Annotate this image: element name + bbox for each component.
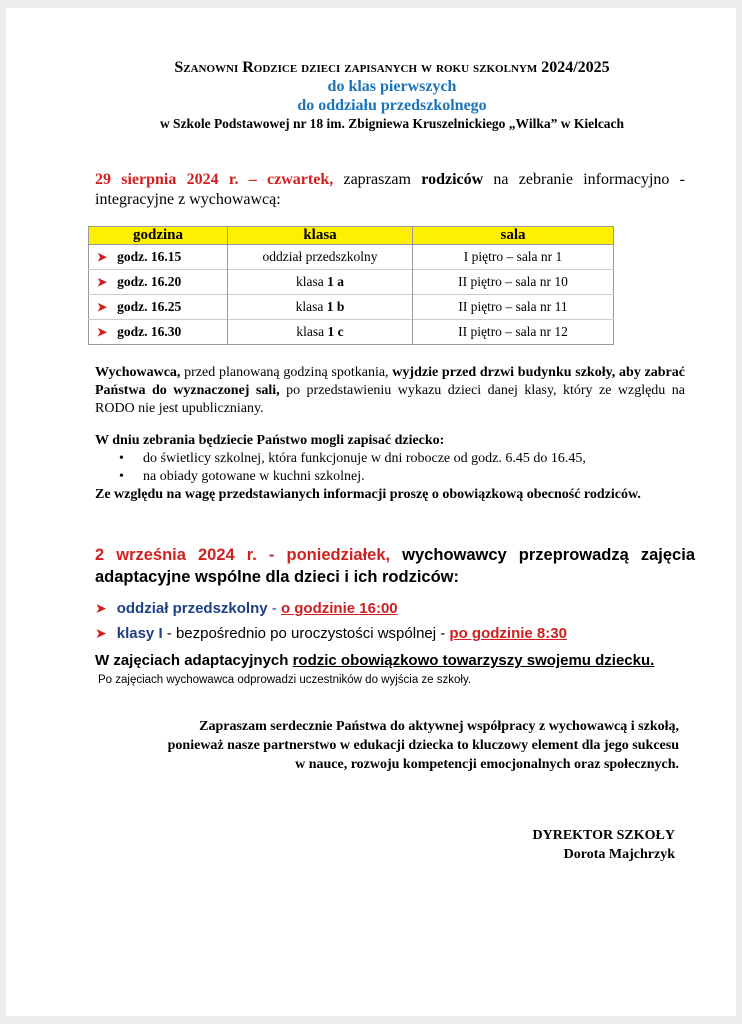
adaptation-note: [95, 651, 715, 671]
enrollment-list: [95, 450, 695, 486]
table-row: [89, 270, 614, 295]
adaptation-item-preschool: [95, 598, 695, 619]
adaptation-date: 2 września 2024 r. - poniedziałek,: [95, 546, 391, 564]
arrow-right-icon: ➤: [97, 275, 108, 289]
row-class-number: 1 a: [327, 274, 344, 289]
first-class-text: - bezpośrednio po uroczystości wspólnej -: [162, 625, 450, 642]
row-room: II piętro – sala nr 10: [458, 274, 568, 289]
row-class: klasa: [295, 299, 327, 314]
signature-block: [395, 826, 675, 864]
arrow-right-icon: ➤: [97, 300, 108, 314]
first-class-label: klasy I: [116, 625, 163, 642]
teacher-text-end: po przedstawieniu wykazu dzieci danej klasy, który ze względu na RODO nie jest upubliczniany.: [95, 383, 685, 416]
row-room: I piętro – sala nr 1: [463, 249, 563, 264]
signature-role: DYREKTOR SZKOŁY: [532, 828, 675, 843]
list-item: • na obiady gotowane w kuchni szkolnej.: [95, 468, 695, 486]
header-preschool: do oddziału przedszkolnego: [297, 97, 487, 114]
column-header-room: sala: [413, 227, 614, 245]
preschool-label: oddział przedszkolny: [116, 600, 268, 617]
meeting-paragraph: [95, 170, 685, 210]
table-row: [89, 245, 614, 270]
teacher-text: przed planowaną godziną spotkania,: [180, 365, 393, 380]
closing-line-3: w nauce, rozwoju kompetencji emocjonalnych oraz społecznych.: [295, 757, 679, 772]
row-class: klasa: [296, 274, 328, 289]
signature-name: Dorota Majchrzyk: [563, 847, 675, 862]
teacher-label: Wychowawca,: [95, 365, 181, 380]
document-page: [6, 8, 736, 1016]
header-title: Szanowni Rodzice dzieci zapisanych w roku szkolnym 2024/2025: [174, 59, 610, 76]
arrow-right-icon: ➤: [97, 250, 108, 264]
row-class-number: 1 b: [326, 299, 345, 314]
arrow-right-icon: ➤: [95, 625, 107, 641]
row-room: II piętro – sala nr 12: [458, 324, 568, 339]
list-item: • do świetlicy szkolnej, która funkcjonuje w dni robocze od godz. 6.45 do 16.45,: [95, 450, 695, 468]
separator: -: [267, 600, 281, 617]
adaptation-text: wychowawcy przeprowadzą zajęcia adaptacyjne wspólne dla dzieci i ich rodziców:: [95, 546, 695, 586]
meeting-parents: rodziców: [421, 171, 484, 188]
first-class-time: po godzinie 8:30: [449, 625, 567, 642]
meeting-date: 29 sierpnia 2024 r. – czwartek,: [95, 171, 334, 188]
adaptation-note-emphasis: rodzic obowiązkowo towarzyszy swojemu dziecku.: [292, 652, 655, 669]
closing-line-2: ponieważ nasze partnerstwo w edukacji dziecka to kluczowy element dla jego sukcesu: [167, 738, 679, 753]
row-time: godz. 16.15: [117, 249, 182, 264]
row-class: klasa: [296, 324, 328, 339]
row-time: godz. 16.20: [117, 274, 182, 289]
row-time: godz. 16.30: [117, 324, 182, 339]
row-room: II piętro – sala nr 11: [458, 299, 568, 314]
meeting-text: zapraszam: [333, 171, 422, 188]
adaptation-paragraph: [95, 544, 695, 588]
column-header-time: godzina: [89, 227, 228, 245]
table-row: [89, 295, 614, 320]
attendance-note: Ze względu na wagę przedstawianych informacji proszę o obowiązkową obecność rodziców.: [95, 487, 641, 502]
teacher-instruction: wyjdzie przed drzwi budynku szkoły, aby zabrać Państwa do wyznaczonej sali,: [95, 365, 685, 398]
meeting-schedule-table: [88, 226, 614, 345]
adaptation-small-note: Po zajęciach wychowawca odprowadzi uczestników do wyjścia ze szkoły.: [98, 674, 472, 686]
teacher-info-paragraph: [95, 364, 685, 418]
closing-paragraph: [95, 717, 679, 774]
row-time: godz. 16.25: [117, 299, 182, 314]
arrow-right-icon: ➤: [97, 325, 108, 339]
row-class: oddział przedszkolny: [262, 249, 378, 264]
adaptation-note-text: W zajęciach adaptacyjnych: [95, 652, 293, 669]
arrow-right-icon: ➤: [95, 600, 107, 616]
adaptation-item-first-class: [95, 623, 715, 644]
preschool-time: o godzinie 16:00: [280, 600, 398, 617]
header-first-classes: do klas pierwszych: [327, 78, 457, 95]
header-school-name: w Szkole Podstawowej nr 18 im. Zbigniewa Kruszelnickiego „Wilka” w Kielcach: [159, 116, 625, 131]
enrollment-title: W dniu zebrania będziecie Państwo mogli zapisać dziecko:: [95, 433, 445, 448]
row-class-number: 1 c: [327, 324, 344, 339]
meeting-text-end: na zebranie informacyjno - integracyjne z wychowawcą:: [95, 171, 685, 208]
closing-line-1: Zapraszam serdecznie Państwa do aktywnej współpracy z wychowawcą i szkołą,: [199, 719, 679, 734]
table-row: [89, 320, 614, 345]
column-header-class: klasa: [228, 227, 413, 245]
